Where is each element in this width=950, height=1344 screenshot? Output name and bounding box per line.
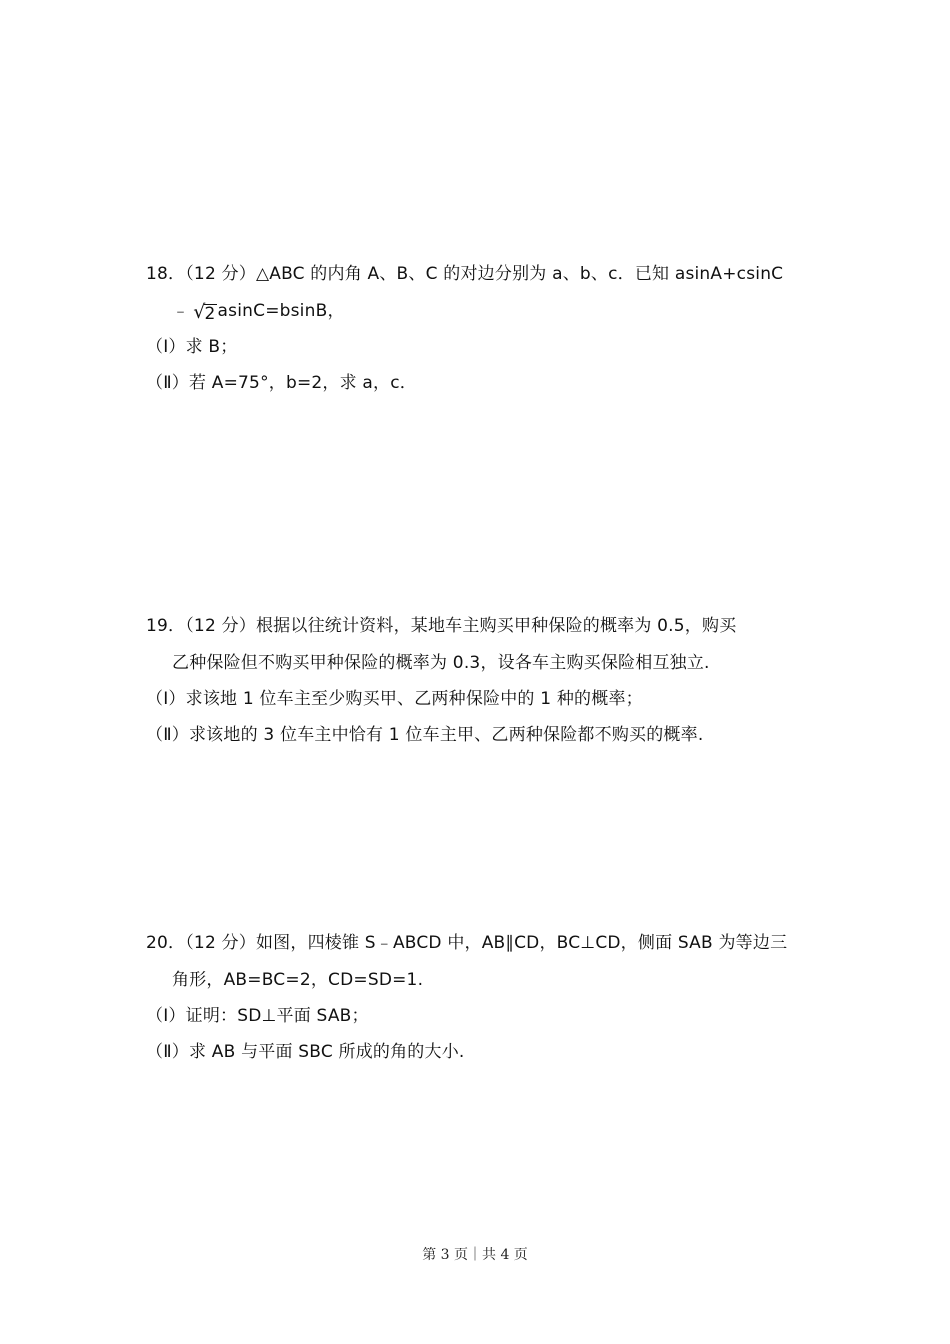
q18-part1: （Ⅰ）求 B； <box>146 337 238 357</box>
q18-line1: 18．（12 分）△ABC 的内角 A、B、C 的对边分别为 a、b、c．已知 asinA+csinC <box>146 264 784 284</box>
q20-part2: （Ⅱ）求 AB 与平面 SBC 所成的角的大小. <box>146 1042 465 1062</box>
q20-part1: （Ⅰ）证明：SD⊥平面 SAB； <box>146 1006 369 1026</box>
sqrt-symbol <box>193 299 216 322</box>
radical-sign-icon: √ <box>193 301 206 323</box>
q18-line2 <box>172 299 345 322</box>
q20-line1: 20．（12 分）如图，四棱锥 S﹣ABCD 中，AB∥CD，BC⊥CD，侧面 SAB 为等边三 <box>146 933 788 953</box>
page-number: 第 3 页｜共 4 页 <box>422 1247 528 1263</box>
q19-part1: （Ⅰ）求该地 1 位车主至少购买甲、乙两种保险中的 1 种的概率； <box>146 689 643 709</box>
q18-line2-prefix: ﹣ <box>172 301 190 321</box>
q20-line2: 角形，AB=BC=2，CD=SD=1. <box>172 970 424 990</box>
q18-line2-suffix: asinC=bsinB， <box>217 301 345 321</box>
q19-line2: 乙种保险但不购买甲种保险的概率为 0.3，设各车主购买保险相互独立. <box>172 653 710 673</box>
q18-part2: （Ⅱ）若 A=75°，b=2，求 a，c． <box>146 373 417 393</box>
q19-line1: 19．（12 分）根据以往统计资料，某地车主购买甲种保险的概率为 0.5，购买 <box>146 616 737 636</box>
q19-part2: （Ⅱ）求该地的 3 位车主中恰有 1 位车主甲、乙两种保险都不购买的概率. <box>146 725 704 745</box>
q18-radicand: 2 <box>204 304 216 324</box>
